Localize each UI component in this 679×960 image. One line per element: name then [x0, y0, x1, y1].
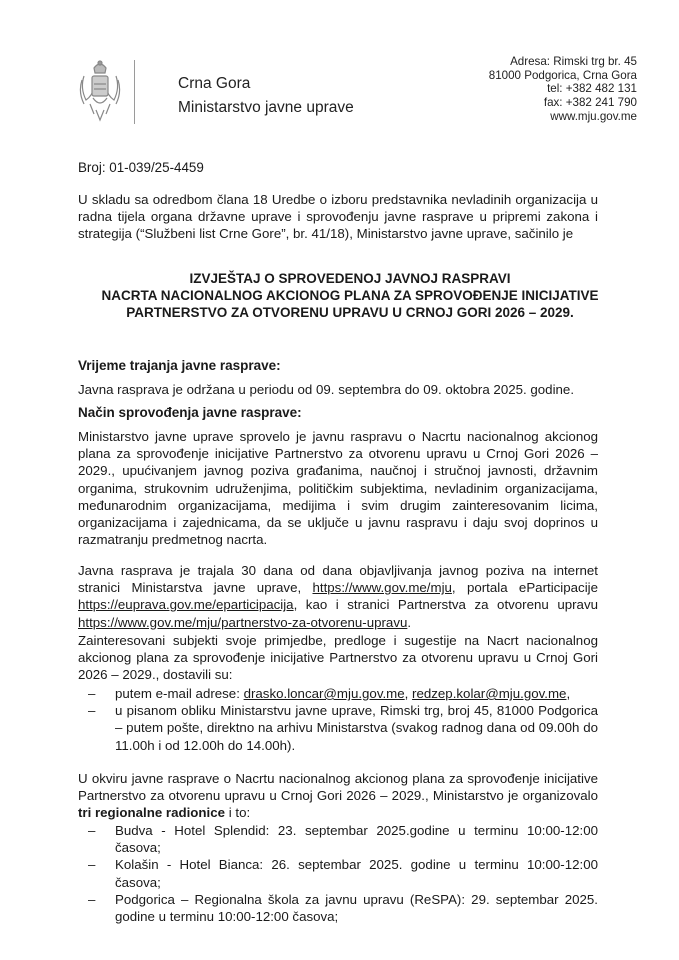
organization-block — [178, 72, 354, 120]
duration-text: Javna rasprava je održana u periodu od 09. septembra do 09. oktobra 2025. godine. — [78, 382, 575, 397]
country-name: Crna Gora — [178, 75, 251, 92]
channel-post: – u pisanom obliku Ministarstvu javne uprave, Rimski trg, broj 45, 81000 Podgorica – putem pošte, direktno na arhivu Ministarstva (svakog radnog dana od 09.00h do 11.00h i od 12.00h do 14.00h). — [78, 702, 598, 754]
title-line-2: NACRTA NACIONALNOG AKCIONOG PLANA ZA SPROVOĐENJE INICIJATIVE — [101, 288, 599, 303]
workshop-item: – Budva - Hotel Splendid: 23. septembar 2025.godine u terminu 10:00-12:00 časova; — [78, 822, 598, 856]
email-link-2[interactable]: redzep.kolar@mju.gov.me — [412, 686, 567, 701]
email-suffix: , — [566, 686, 571, 701]
p2-text-3: , kao i stranici Partnerstva za otvorenu upravu — [293, 597, 598, 613]
contact-block — [489, 55, 637, 124]
header-divider — [134, 60, 135, 124]
p2-text-4: . — [407, 614, 412, 630]
intro-paragraph: U skladu sa odredbom člana 18 Uredbe o izboru predstavnika nevladinih organizacija u radna tijela organa državne uprave i sprovođenju javne rasprave u pripremi zakona i strategija (“Službeni list Crne Gore”, br. 41/18), Ministarstvo javne uprave, sačinilo je — [78, 192, 598, 242]
title-line-3: PARTNERSTVO ZA OTVORENU UPRAVU U CRNOJ GORI 2026 – 2029. — [126, 305, 574, 320]
method-heading: Način sprovođenja javne rasprave: — [78, 405, 302, 420]
contact-tel: tel: +382 482 131 — [547, 82, 637, 96]
method-paragraph-2 — [78, 562, 598, 631]
document-title — [60, 270, 640, 321]
method-paragraph-4 — [78, 770, 598, 822]
submission-channels — [78, 685, 598, 754]
contact-website[interactable]: www.mju.gov.me — [550, 109, 637, 123]
email-prefix: putem e-mail adrese: — [115, 686, 244, 701]
ministry-name: Ministarstvo javne uprave — [178, 99, 354, 116]
contact-city: 81000 Podgorica, Crna Gora — [488, 68, 637, 82]
contact-address: Adresa: Rimski trg br. 45 — [510, 55, 637, 68]
link-partnerstvo[interactable]: https://www.gov.me/mju/partnerstvo-za-otvorenu-upravu — [78, 614, 408, 630]
workshop-item: – Kolašin - Hotel Bianca: 26. septembar 2025. godine u terminu 10:00-12:00 časova; — [78, 856, 598, 890]
workshops-list — [78, 822, 598, 925]
p2-text-2: , portala eParticipacije — [451, 580, 599, 596]
p4-prefix: U okviru javne rasprave o Nacrtu nacionalnog akcionog plana za sprovođenje inicijative Partnerstvo za otvorenu upravu u Crnoj Gori 2026 – 2029., Ministarstvo je organizovalo — [78, 771, 598, 804]
email-separator: , — [404, 686, 413, 701]
workshop-item: – Podgorica – Regionalna škola za javnu upravu (ReSPA): 29. septembar 2025. godine u terminu 10:00-12:00 časova; — [78, 891, 598, 925]
coat-of-arms-icon — [78, 58, 122, 124]
p4-bold: tri regionalne radionice — [78, 805, 226, 821]
email-link-1[interactable]: drasko.loncar@mju.gov.me — [243, 686, 405, 701]
p2-text-1: Javna rasprava je trajala 30 dana od dana objavljivanja javnog poziva na internet stranici Ministarstva javne uprave, — [78, 563, 598, 596]
method-paragraph-3: Zainteresovani subjekti svoje primjedbe, predloge i sugestije na Nacrt nacionalnog akcionog plana za sprovođenje inicijative Partnerstvo za otvorenu upravu u Crnoj Gori 2026 – 2029., dostavili su: — [78, 633, 598, 683]
duration-heading: Vrijeme trajanja javne rasprave: — [78, 358, 281, 373]
method-paragraph-1: Ministarstvo javne uprave sprovelo je javnu raspravu o Nacrtu nacionalnog akcionog plana za sprovođenje inicijative Partnerstvo za otvorenu upravu u Crnoj Gori 2026 – 2029., upućivanjem javnog poziva građanima, naučnoj i stručnoj javnosti, državnim organima, strukovnim udruženjima, političkim subjektima, nevladinim organizacijama, međunarodnim organizacijama, medijima i svim drugim zainteresovanim licima, organizacijama i zajednicama, da se uključe u javnu raspravu i daju svoj doprinos u razmatranju predmetnog nacrta. — [78, 429, 598, 548]
contact-fax: fax: +382 241 790 — [543, 96, 637, 110]
p4-suffix: i to: — [225, 805, 251, 821]
channel-email — [78, 685, 598, 702]
link-eparticipacija[interactable]: https://euprava.gov.me/eparticipacija — [78, 597, 294, 613]
link-gov-mju[interactable]: https://www.gov.me/mju — [312, 580, 452, 596]
title-line-1: IZVJEŠTAJ O SPROVEDENOJ JAVNOJ RASPRAVI — [189, 271, 511, 286]
reference-number: Broj: 01-039/25-4459 — [78, 160, 204, 175]
